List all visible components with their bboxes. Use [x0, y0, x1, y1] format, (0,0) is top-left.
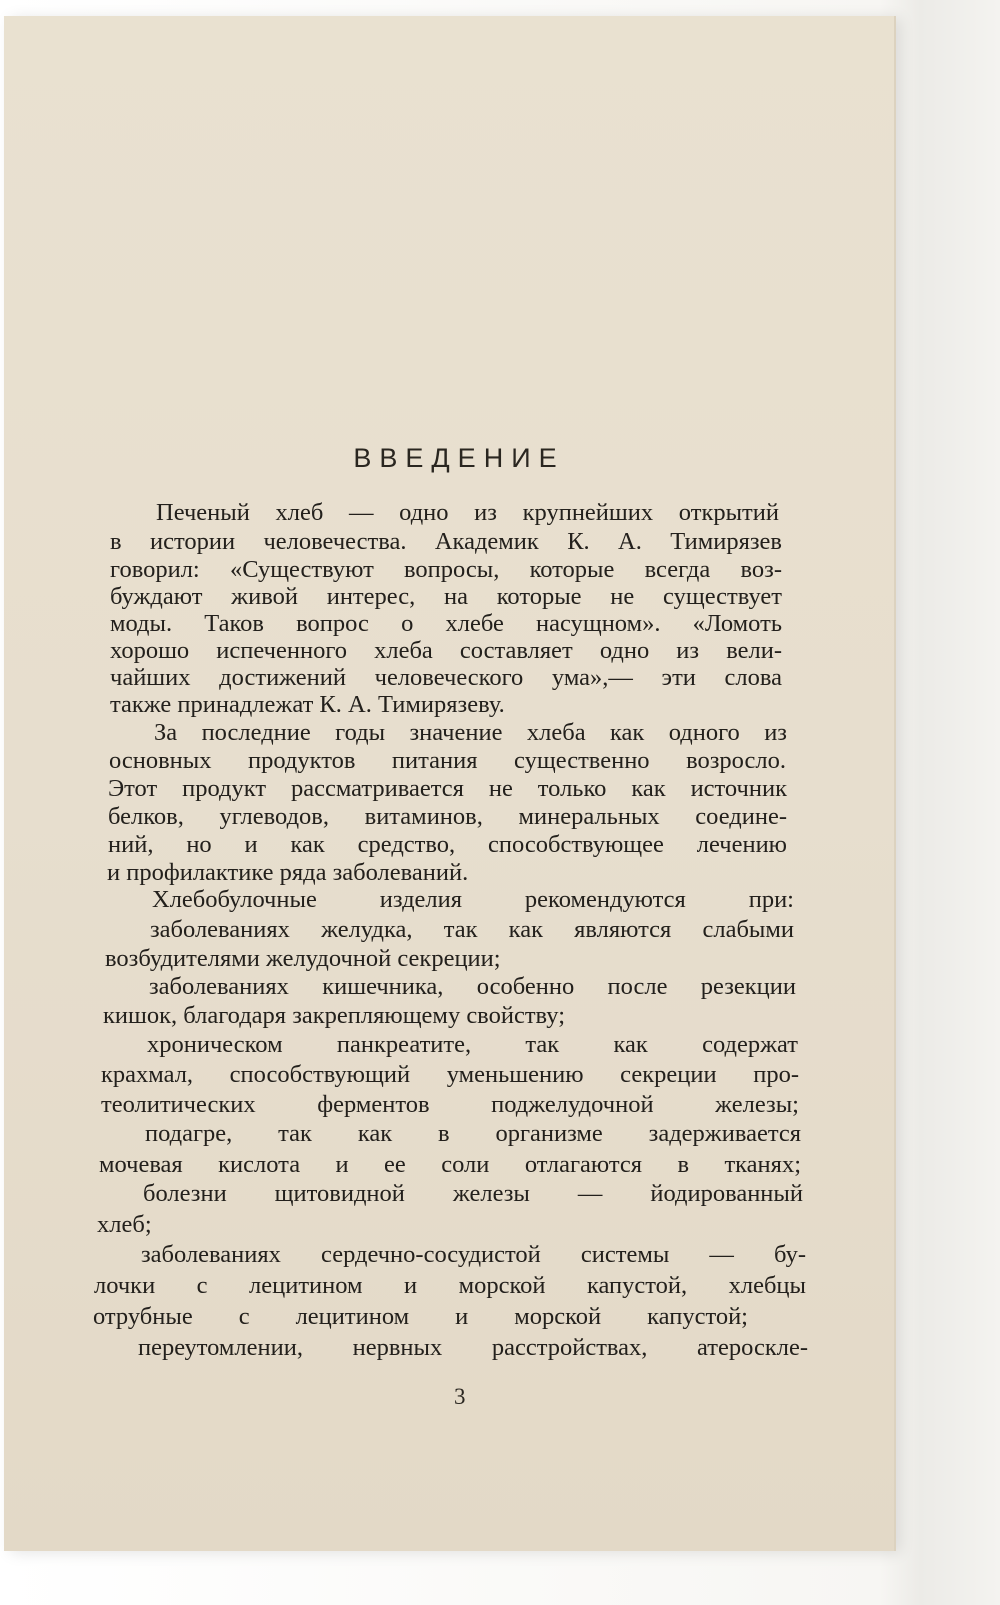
text-line: заболеваниях желудка, так как являются слабыми — [150, 916, 794, 943]
text-line: заболеваниях сердечно-сосудистой системы — бу- — [141, 1241, 806, 1268]
text-line: Печеный хлеб — одно из крупнейших открытий — [156, 499, 779, 526]
text-line: хлеб; — [97, 1211, 152, 1238]
text-line: моды. Таков вопрос о хлебе насущном». «Ломоть — [110, 610, 782, 637]
text-line: переутомлении, нервных расстройствах, атероскле- — [138, 1334, 808, 1361]
text-line: также принадлежат К. А. Тимирязеву. — [110, 691, 505, 718]
text-line: крахмал, способствующий уменьшению секреции про- — [101, 1061, 799, 1088]
text-line: ний, но и как средство, способствующее лечению — [108, 831, 787, 858]
text-line: возбудителями желудочной секреции; — [105, 945, 501, 972]
text-line: мочевая кислота и ее соли отлагаются в тканях; — [99, 1151, 801, 1178]
text-line: хроническом панкреатите, так как содержат — [147, 1031, 798, 1058]
text-line: За последние годы значение хлеба как одного из — [154, 719, 787, 746]
text-line: чайших достижений человеческого ума»,— эти слова — [110, 664, 782, 691]
text-line: буждают живой интерес, на которые не существует — [110, 583, 782, 610]
text-line: заболеваниях кишечника, особенно после резекции — [149, 973, 796, 1000]
text-line: Хлебобулочные изделия рекомендуются при: — [152, 886, 794, 913]
text-line: теолитических ферментов поджелудочной железы; — [101, 1091, 799, 1118]
book-page — [4, 16, 894, 1551]
text-line: отрубные с лецитином и морской капустой; — [93, 1303, 748, 1330]
text-line: лочки с лецитином и морской капустой, хлебцы — [94, 1272, 806, 1299]
page-number: 3 — [454, 1384, 466, 1409]
text-line: говорил: «Существуют вопросы, которые всегда воз- — [110, 556, 782, 583]
text-line: в истории человечества. Академик К. А. Тимирязев — [110, 528, 782, 555]
text-line: подагре, так как в организме задерживается — [145, 1120, 801, 1147]
text-line: и профилактике ряда заболеваний. — [107, 859, 469, 886]
text-line: болезни щитовидной железы — йодированный — [143, 1180, 803, 1207]
text-line: Этот продукт рассматривается не только как источник — [108, 775, 787, 802]
text-line: основных продуктов питания существенно возросло. — [109, 747, 786, 774]
text-line: белков, углеводов, витаминов, минеральных соедине- — [108, 803, 787, 830]
text-line: хорошо испеченного хлеба составляет одно из вели- — [110, 637, 782, 664]
text-line: кишок, благодаря закрепляющему свойству; — [103, 1002, 565, 1029]
chapter-heading: ВВЕДЕНИЕ — [353, 443, 565, 473]
